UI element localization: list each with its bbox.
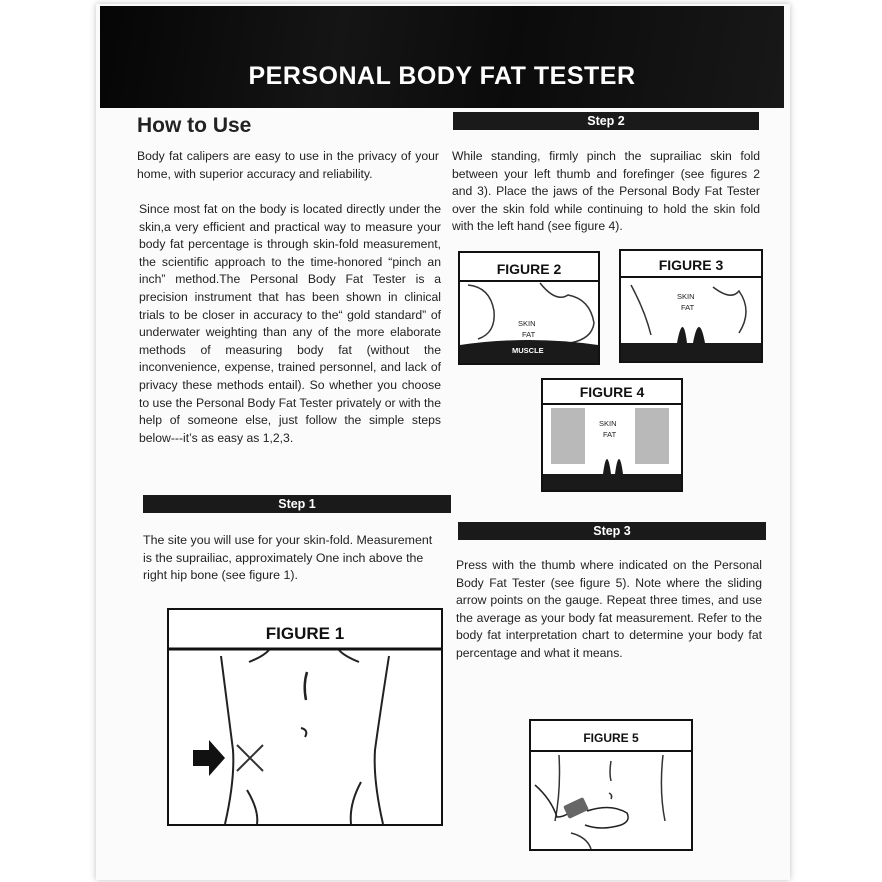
step3-bar: Step 3 (458, 522, 766, 540)
step2-text: While standing, firmly pinch the suprailiac skin fold between your left thumb and forefinger (see figures 2 and 3). Place the jaws of the Personal Body Fat Tester over the skin fold while continuing to hold the skin fold with the left hand (see figure 4). (452, 149, 760, 234)
method-paragraph: Since most fat on the body is located directly under the skin,a very efficient and practical way to measure your body fat percentage is through skin-fold measurement, the scientific approach to the time-honored “pinch an inch” method.The Personal Body Fat Tester is a precision instrument that has been shown in clinical trials to be closer in accuracy to the“ gold standard” of underwater weighting than any of the more elaborate methods of measuring body fat (without the inconvenience, expense, trained personnel, and lack of privacy these methods entail). So whether you choose to use the Personal Body Fat Tester privately or with the help of someone else, just follow the simple steps below---it’s as easy as 1,2,3. (139, 202, 441, 445)
figure5-illustration (531, 721, 691, 849)
figure4-fat-label: FAT (603, 430, 617, 439)
figure2-fat-label: FAT (522, 330, 536, 339)
figure3-title: FIGURE 3 (658, 257, 724, 273)
figure5 (529, 719, 693, 851)
step2-bar: Step 2 (453, 112, 759, 130)
figure3-skin-label: SKIN (677, 292, 695, 301)
step3-text: Press with the thumb where indicated on the Personal Body Fat Tester (see figure 5). Note where the sliding arrow points on the gauge. Repeat three times, and use the average as your body fat measurement. Refer to the body fat interpretation chart to determine your body fat percentage and what it means. (456, 558, 762, 660)
figure1-title: FIGURE 1 (265, 624, 345, 643)
figure4 (541, 378, 683, 492)
figure5-title: FIGURE 5 (583, 731, 639, 745)
figure2-illustration (460, 253, 598, 363)
step1-text: The site you will use for your skin-fold. Measurement is the suprailiac, approximately One inch above the right hip bone (see figure 1). (143, 533, 433, 583)
figure3 (619, 249, 763, 363)
figure3-fat-label: FAT (681, 303, 695, 312)
step1-bar: Step 1 (143, 495, 451, 513)
figure3-illustration (621, 251, 761, 361)
intro-paragraph: Body fat calipers are easy to use in the privacy of your home, with superior accuracy and reliability. (137, 149, 439, 181)
figure4-skin-label: SKIN (599, 419, 617, 428)
figure2-skin-label: SKIN (518, 319, 536, 328)
document-title: PERSONAL BODY FAT TESTER (248, 62, 636, 90)
how-to-use-heading: How to Use (137, 114, 252, 137)
figure4-title: FIGURE 4 (579, 384, 645, 400)
figure2-title: FIGURE 2 (496, 261, 562, 277)
title-banner (100, 6, 784, 108)
figure1-illustration (169, 610, 441, 824)
figure1 (167, 608, 443, 826)
figure4-illustration (543, 380, 681, 490)
figure2-muscle-label: MUSCLE (512, 346, 544, 355)
figure2 (458, 251, 600, 365)
